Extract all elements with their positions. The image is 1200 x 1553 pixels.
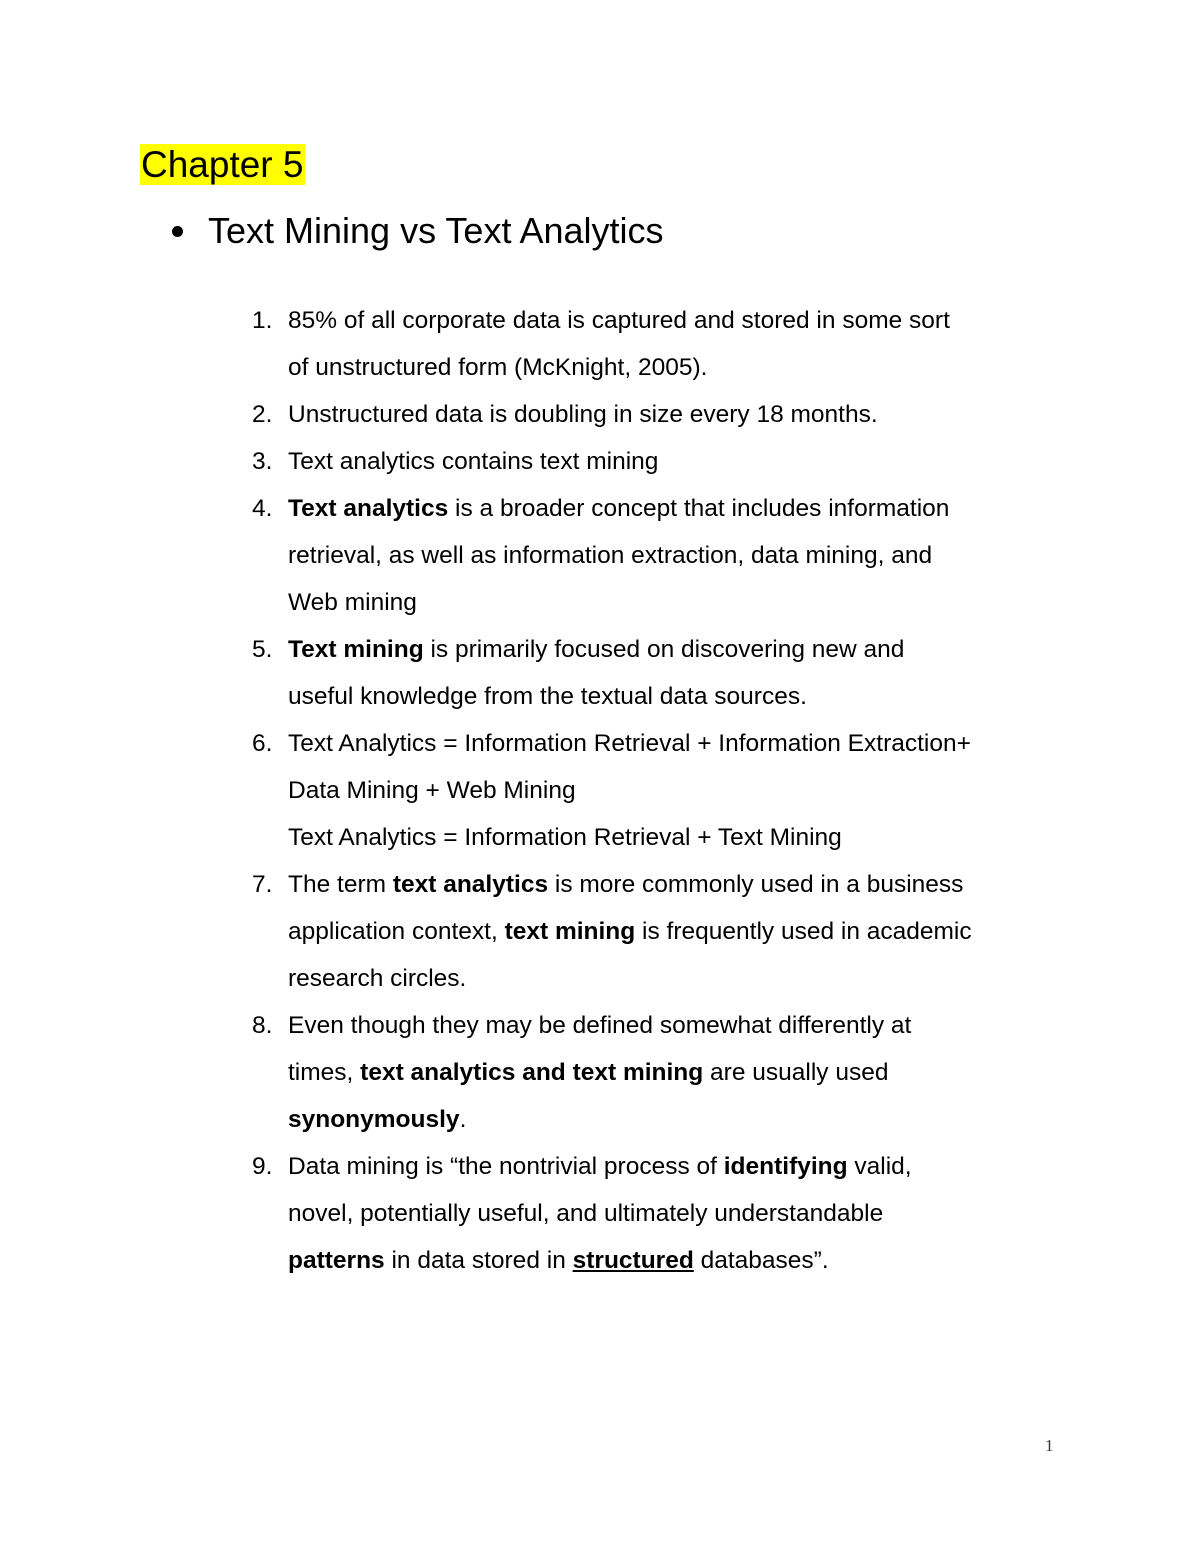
list-item-number: 2. xyxy=(252,401,273,428)
list-item xyxy=(252,1143,1068,1284)
list-item-emphasis: text mining xyxy=(504,918,636,945)
chapter-title xyxy=(140,142,305,188)
list-item-text: databases”. xyxy=(693,1247,829,1274)
list-item xyxy=(252,861,1068,1002)
list-item xyxy=(252,626,1068,720)
list-item-text: is a broader concept that includes information retrieval, as well as information extraction, data mining, and Web mining xyxy=(288,495,950,616)
list-item-text: valid, novel, potentially useful, and ultimately understandable xyxy=(288,1153,912,1227)
list-item-text: Text Analytics = Information Retrieval + Information Extraction+ Data Mining + Web Mining Text Analytics = Information Retrieval + Text Mining xyxy=(288,730,971,851)
list-item-emphasis: identifying xyxy=(723,1153,848,1180)
list-item-text: is frequently used in academic research circles. xyxy=(288,918,972,992)
list-item-text: The term xyxy=(288,871,393,898)
list-item-emphasis: Text analytics xyxy=(288,495,449,522)
list-item-number: 4. xyxy=(252,495,273,522)
list-item xyxy=(252,485,1068,626)
page-number: 1 xyxy=(1045,1436,1054,1455)
list-item xyxy=(252,297,1068,391)
list-item xyxy=(252,1002,1068,1143)
list-item-text: . xyxy=(459,1106,467,1133)
list-item-number: 7. xyxy=(252,871,273,898)
list-item-text: 85% of all corporate data is captured and stored in some sort of unstructured form (McKnight, 2005). xyxy=(288,307,950,381)
list-item-emphasis: structured xyxy=(572,1247,694,1274)
list-item xyxy=(252,391,1068,438)
list-item-emphasis: text analytics and text mining xyxy=(360,1059,704,1086)
list-item-number: 3. xyxy=(252,448,273,475)
list-item-emphasis: text analytics xyxy=(392,871,549,898)
list-item-text: Even though they may be defined somewhat differently at times, xyxy=(288,1012,912,1086)
list-item-number: 8. xyxy=(252,1012,273,1039)
list-item xyxy=(252,720,1068,861)
list-item-text: Unstructured data is doubling in size every 18 months. xyxy=(288,401,878,428)
numbered-notes-list xyxy=(0,297,1200,1284)
list-item-emphasis: patterns xyxy=(288,1247,385,1274)
list-item-emphasis: Text mining xyxy=(288,636,424,663)
chapter-title-highlight: Chapter 5 xyxy=(141,144,304,185)
bullet-dot-icon xyxy=(172,226,183,237)
list-item xyxy=(252,438,1068,485)
list-item-number: 1. xyxy=(252,307,273,334)
list-item-text: in data stored in xyxy=(384,1247,573,1274)
list-item-text: Text analytics contains text mining xyxy=(288,448,659,475)
list-item-number: 5. xyxy=(252,636,273,663)
list-item-text: are usually used xyxy=(710,1059,889,1086)
list-item-text: is primarily focused on discovering new and useful knowledge from the textual data sources. xyxy=(288,636,905,710)
bullet-heading xyxy=(172,208,664,254)
list-item-number: 9. xyxy=(252,1153,273,1180)
list-item-text: Data mining is “the nontrivial process of xyxy=(288,1153,724,1180)
list-item-emphasis: synonymously xyxy=(288,1106,460,1133)
list-item-text: is more commonly used in a business application context, xyxy=(288,871,964,945)
list-item-number: 6. xyxy=(252,730,273,757)
bullet-heading-text: Text Mining vs Text Analytics xyxy=(208,210,664,251)
